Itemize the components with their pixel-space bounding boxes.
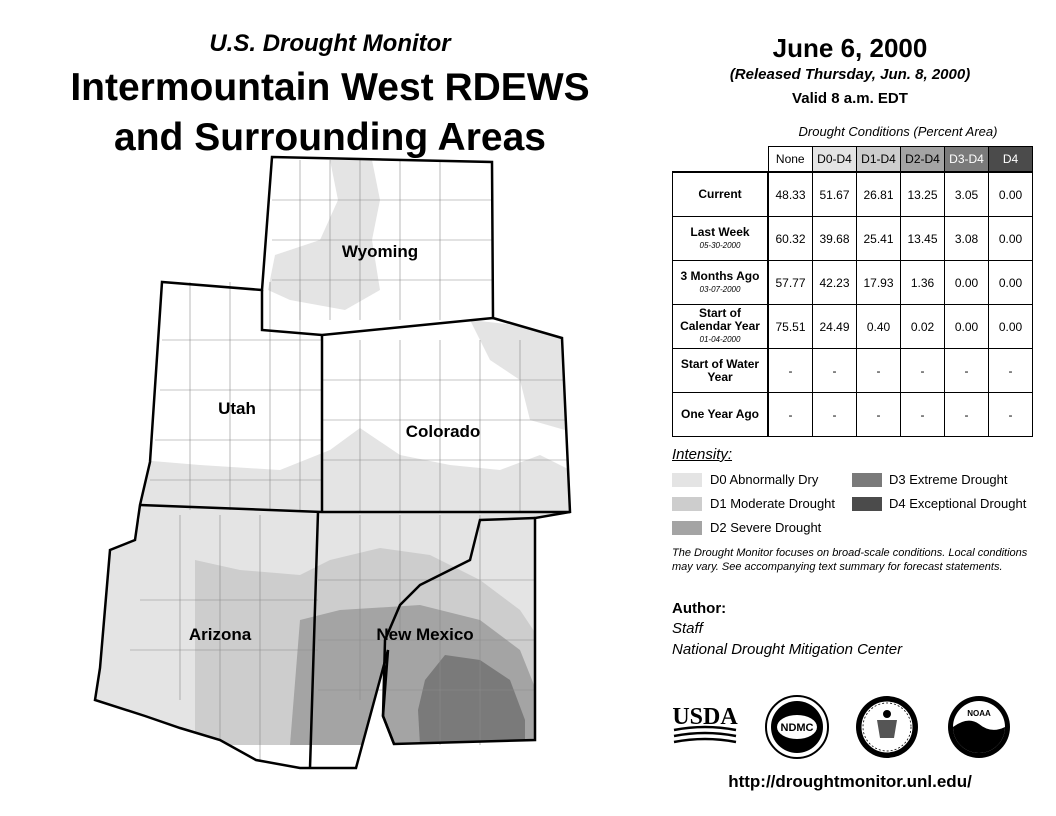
table-cell: - [768, 349, 813, 393]
table-cell: 0.00 [989, 172, 1033, 217]
usda-logo [672, 700, 738, 750]
svg-text:NDMC: NDMC [780, 722, 814, 734]
release-date: (Released Thursday, Jun. 8, 2000) [729, 66, 971, 83]
legend-swatch-d2 [672, 521, 702, 535]
row-label: One Year Ago [673, 393, 769, 437]
table-cell: 60.32 [768, 217, 813, 261]
state-label-utah: Utah [218, 399, 256, 418]
table-cell: - [857, 393, 901, 437]
legend-label-d1: D1 Moderate Drought [710, 496, 836, 511]
state-label-wyoming: Wyoming [341, 242, 419, 261]
state-label-new-mexico: New Mexico [376, 625, 474, 644]
table-cell: 13.45 [901, 217, 945, 261]
table-cell: - [989, 349, 1033, 393]
table-cell: 17.93 [857, 261, 901, 305]
table-row [673, 349, 1033, 393]
table-cell: - [813, 393, 857, 437]
row-date: 01-04-2000 [699, 335, 741, 344]
drought-map [0, 150, 600, 780]
table-cell: 0.00 [945, 261, 989, 305]
row-label: Start of Calendar Year 01-04-2000 [673, 305, 769, 349]
commerce-seal-logo [854, 694, 920, 760]
table-cell: 0.00 [989, 261, 1033, 305]
row-date: 03-07-2000 [699, 284, 741, 294]
table-cell: 3.08 [945, 217, 989, 261]
table-caption: Drought Conditions (Percent Area) [798, 124, 998, 139]
legend-swatch-d1 [672, 497, 702, 511]
column-header: D1-D4 [857, 147, 901, 173]
svg-text:NOAA: NOAA [967, 709, 991, 718]
state-label-colorado: Colorado [405, 422, 481, 441]
table-cell: 26.81 [857, 172, 901, 217]
table-cell: 25.41 [857, 217, 901, 261]
legend-swatch-d0 [672, 473, 702, 487]
map-subtitle: U.S. Drought Monitor [209, 30, 451, 57]
column-header: D2-D4 [901, 147, 945, 173]
table-cell: - [901, 393, 945, 437]
table-cell: 75.51 [768, 305, 813, 349]
drought-shading [95, 157, 570, 768]
legend-swatch-d4 [852, 497, 882, 511]
table-cell: 0.02 [901, 305, 945, 349]
table-cell: 13.25 [901, 172, 945, 217]
table-cell: 39.68 [813, 217, 857, 261]
table-row [673, 172, 1033, 217]
state-label-arizona: Arizona [188, 625, 252, 644]
legend-label-d2: D2 Severe Drought [710, 520, 822, 535]
table-row [673, 217, 1033, 261]
drought-conditions-table [672, 146, 1033, 437]
legend-label-d4: D4 Exceptional Drought [889, 496, 1027, 511]
column-header: D0-D4 [813, 147, 857, 173]
column-header: D4 [989, 147, 1033, 173]
website-link[interactable]: http://droughtmonitor.unl.edu/ [728, 772, 972, 791]
table-cell: 24.49 [813, 305, 857, 349]
author-name: Staff [672, 620, 703, 637]
legend-swatch-d3 [852, 473, 882, 487]
table-cell: - [901, 349, 945, 393]
map-title-line1: Intermountain West RDEWS [70, 66, 590, 109]
table-cell: - [945, 393, 989, 437]
table-row [673, 393, 1033, 437]
column-header: None [768, 147, 813, 173]
row-date: 05-30-2000 [699, 240, 741, 250]
disclaimer-note: The Drought Monitor focuses on broad-scale conditions. Local conditions may vary. See accompanying text summary for forecast statements. [672, 547, 1028, 573]
table-cell: 48.33 [768, 172, 813, 217]
table-cell: 57.77 [768, 261, 813, 305]
valid-time: Valid 8 a.m. EDT [792, 90, 908, 107]
noaa-logo [946, 694, 1012, 760]
table-cell: 51.67 [813, 172, 857, 217]
legend-label-d3: D3 Extreme Drought [889, 472, 1008, 487]
ndmc-logo [764, 694, 830, 760]
column-header: D3-D4 [945, 147, 989, 173]
table-cell: - [857, 349, 901, 393]
legend-label-d0: D0 Abnormally Dry [710, 472, 819, 487]
row-label: Start of Water Year [673, 349, 769, 393]
svg-text:USDA: USDA [672, 704, 738, 730]
table-cell: 1.36 [901, 261, 945, 305]
table-cell: - [945, 349, 989, 393]
table-cell: 42.23 [813, 261, 857, 305]
table-cell: - [768, 393, 813, 437]
table-cell: 0.00 [989, 305, 1033, 349]
valid-date: June 6, 2000 [772, 33, 928, 63]
table-row [673, 305, 1033, 349]
table-cell: 0.00 [989, 217, 1033, 261]
row-label: Current [673, 172, 769, 217]
table-row [673, 261, 1033, 305]
table-cell: 0.40 [857, 305, 901, 349]
author-organization: National Drought Mitigation Center [672, 641, 903, 658]
table-cell: 0.00 [945, 305, 989, 349]
row-label: 3 Months Ago 03-07-2000 [673, 261, 769, 305]
map-title-line2: and Surrounding Areas [114, 116, 546, 159]
table-cell: - [813, 349, 857, 393]
legend-title: Intensity: [672, 446, 733, 463]
table-cell: - [989, 393, 1033, 437]
table-cell: 3.05 [945, 172, 989, 217]
author-label: Author: [672, 600, 727, 617]
row-label: Last Week 05-30-2000 [673, 217, 769, 261]
